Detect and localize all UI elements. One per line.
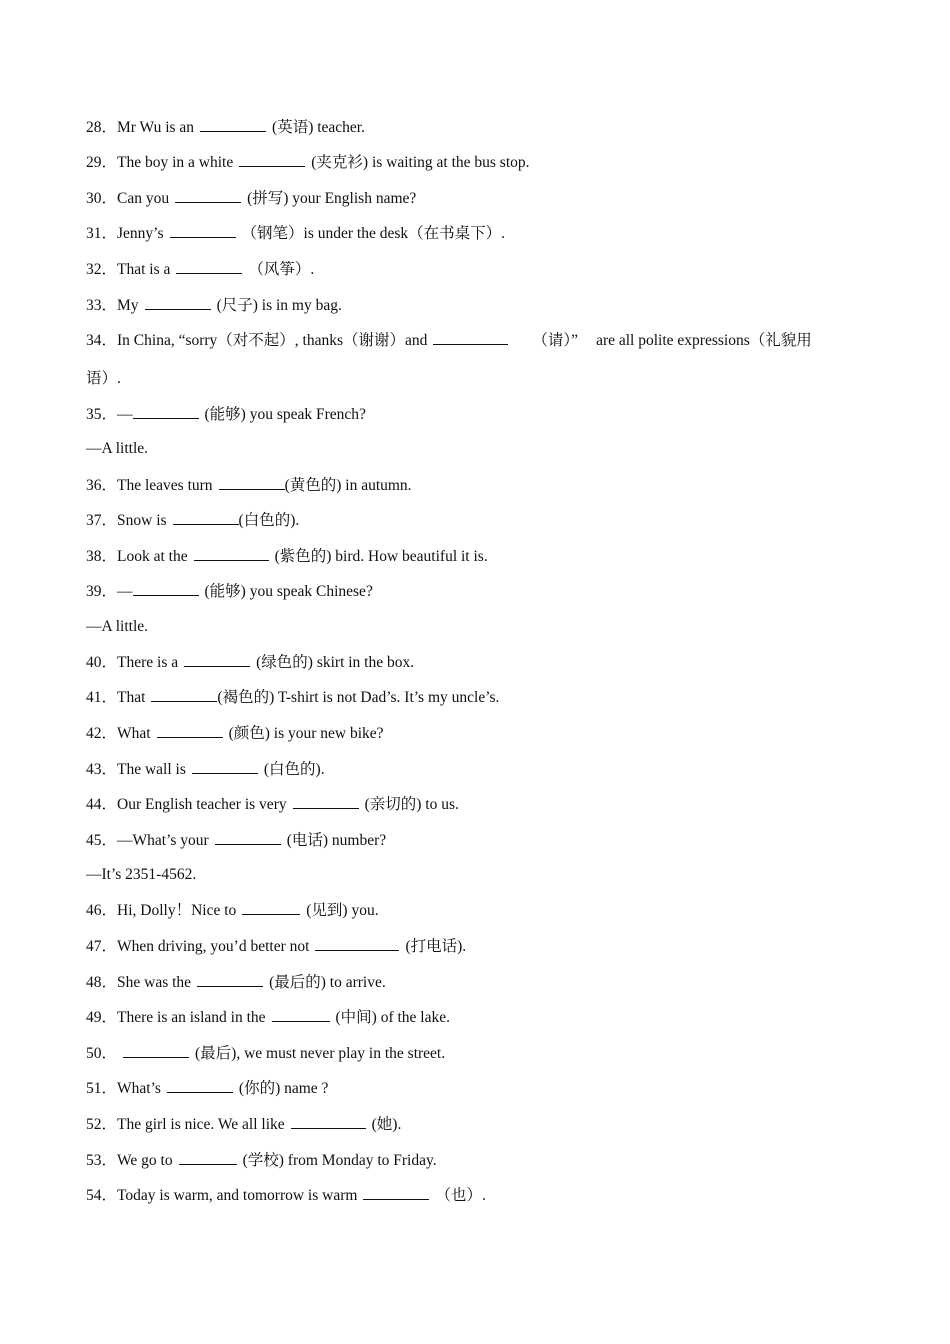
question-text: Hi, Dolly！Nice to xyxy=(117,902,237,919)
answer-blank[interactable] xyxy=(200,117,266,132)
question-51 xyxy=(86,1078,890,1099)
question-hint: (能够) you speak French? xyxy=(204,406,366,423)
question-text: Mr Wu is an xyxy=(117,119,195,136)
question-hint: （钢笔）is under the desk（在书桌下）. xyxy=(241,225,505,242)
dialogue-answer: —A little. xyxy=(86,440,148,457)
answer-blank[interactable] xyxy=(173,510,239,525)
answer-blank[interactable] xyxy=(242,900,300,915)
question-number: 46． xyxy=(86,902,118,919)
question-hint: (你的) name ? xyxy=(238,1080,329,1097)
question-hint: (亲切的) to us. xyxy=(364,796,459,813)
answer-blank[interactable] xyxy=(179,1150,237,1165)
question-29 xyxy=(86,152,890,173)
question-text: That xyxy=(117,689,146,706)
question-30 xyxy=(86,188,890,209)
question-number: 37． xyxy=(86,512,118,529)
question-34 xyxy=(86,330,890,351)
question-hint: (白色的). xyxy=(263,761,325,778)
answer-blank[interactable] xyxy=(194,546,269,561)
question-34-continuation xyxy=(86,369,890,389)
answer-45 xyxy=(86,865,890,885)
question-hint: (打电话). xyxy=(405,938,467,955)
question-40 xyxy=(86,652,890,673)
question-number: 49． xyxy=(86,1009,118,1026)
question-49 xyxy=(86,1007,890,1028)
question-31 xyxy=(86,223,890,244)
question-28 xyxy=(86,117,890,138)
question-54 xyxy=(86,1185,890,1206)
question-hint: (最后的) to arrive. xyxy=(269,974,386,991)
question-text: Our English teacher is very xyxy=(117,796,287,813)
question-42 xyxy=(86,723,890,744)
question-number: 51． xyxy=(86,1080,118,1097)
question-number: 45． xyxy=(86,832,118,849)
answer-blank[interactable] xyxy=(176,259,242,274)
question-50 xyxy=(86,1043,890,1064)
answer-blank[interactable] xyxy=(215,830,281,845)
question-number: 40． xyxy=(86,654,118,671)
question-hint: (最后), we must never play in the street. xyxy=(195,1045,446,1062)
question-number: 54． xyxy=(86,1187,118,1204)
answer-blank[interactable] xyxy=(133,581,199,596)
answer-blank[interactable] xyxy=(123,1043,189,1058)
question-41 xyxy=(86,687,890,708)
question-text: The girl is nice. We all like xyxy=(117,1116,285,1133)
question-text: We go to xyxy=(117,1152,173,1169)
question-number: 44． xyxy=(86,796,118,813)
question-hint: （请）” xyxy=(532,332,579,349)
question-number: 42． xyxy=(86,725,118,742)
question-hint: (白色的). xyxy=(238,512,300,529)
question-hint: (绿色的) skirt in the box. xyxy=(256,654,415,671)
question-text: The wall is xyxy=(117,761,186,778)
answer-blank[interactable] xyxy=(167,1078,233,1093)
question-text-tail: are all polite expressions（礼貌用 xyxy=(596,332,812,349)
question-text: In China, “sorry（对不起）, thanks（谢谢）and xyxy=(117,332,428,349)
question-hint: (中间) of the lake. xyxy=(335,1009,451,1026)
question-text: —What’s your xyxy=(117,832,209,849)
question-number: 47． xyxy=(86,938,118,955)
question-number: 39． xyxy=(86,583,118,600)
answer-blank[interactable] xyxy=(315,936,399,951)
answer-blank[interactable] xyxy=(363,1185,429,1200)
answer-blank[interactable] xyxy=(197,972,263,987)
answer-blank[interactable] xyxy=(145,295,211,310)
question-text: What xyxy=(117,725,151,742)
question-39 xyxy=(86,581,890,602)
question-text: — xyxy=(117,583,133,600)
question-number: 43． xyxy=(86,761,118,778)
answer-blank[interactable] xyxy=(170,223,236,238)
question-number: 48． xyxy=(86,974,118,991)
question-text: When driving, you’d better not xyxy=(117,938,310,955)
question-53 xyxy=(86,1150,890,1171)
question-text-cont: 语）. xyxy=(86,370,121,387)
question-text: There is a xyxy=(117,654,179,671)
question-hint: (颜色) is your new bike? xyxy=(228,725,384,742)
answer-blank[interactable] xyxy=(433,330,508,345)
question-text: — xyxy=(117,406,133,423)
question-text: My xyxy=(117,297,139,314)
question-43 xyxy=(86,759,890,780)
question-text: She was the xyxy=(117,974,192,991)
question-33 xyxy=(86,295,890,316)
dialogue-answer: —A little. xyxy=(86,618,148,635)
answer-35 xyxy=(86,439,890,459)
question-hint: (紫色的) bird. How beautiful it is. xyxy=(274,548,488,565)
answer-blank[interactable] xyxy=(133,404,199,419)
question-hint: (她). xyxy=(371,1116,402,1133)
question-text: Snow is xyxy=(117,512,167,529)
question-text: What’s xyxy=(117,1080,161,1097)
question-hint: （风筝）. xyxy=(248,261,315,278)
question-number: 34． xyxy=(86,332,118,349)
question-hint: (尺子) is in my bag. xyxy=(216,297,342,314)
question-number: 33． xyxy=(86,297,118,314)
question-text: The boy in a white xyxy=(117,154,234,171)
dialogue-answer: —It’s 2351-4562. xyxy=(86,866,197,883)
question-32 xyxy=(86,259,890,280)
question-38 xyxy=(86,546,890,567)
question-48 xyxy=(86,972,890,993)
question-number: 30． xyxy=(86,190,118,207)
answer-blank[interactable] xyxy=(175,188,241,203)
question-number: 36． xyxy=(86,477,118,494)
question-number: 35． xyxy=(86,406,118,423)
question-36 xyxy=(86,475,890,496)
question-hint: (见到) you. xyxy=(306,902,379,919)
question-number: 52． xyxy=(86,1116,118,1133)
question-hint: (黄色的) in autumn. xyxy=(284,477,412,494)
question-number: 32． xyxy=(86,261,118,278)
question-hint: （也）. xyxy=(435,1187,486,1204)
answer-blank[interactable] xyxy=(291,1114,366,1129)
answer-blank[interactable] xyxy=(219,475,285,490)
question-hint: (电话) number? xyxy=(286,832,387,849)
question-text: That is a xyxy=(117,261,171,278)
question-number: 53． xyxy=(86,1152,118,1169)
question-hint: (能够) you speak Chinese? xyxy=(204,583,373,600)
answer-blank[interactable] xyxy=(293,794,359,809)
question-35 xyxy=(86,404,890,425)
question-text: Look at the xyxy=(117,548,188,565)
answer-blank[interactable] xyxy=(157,723,223,738)
question-number: 29． xyxy=(86,154,118,171)
answer-blank[interactable] xyxy=(272,1007,330,1022)
question-text: The leaves turn xyxy=(117,477,213,494)
answer-39 xyxy=(86,617,890,637)
question-text: Jenny’s xyxy=(117,225,164,242)
answer-blank[interactable] xyxy=(239,152,305,167)
question-44 xyxy=(86,794,890,815)
question-number: 31． xyxy=(86,225,118,242)
question-47 xyxy=(86,936,890,957)
question-hint: (拼写) your English name? xyxy=(247,190,417,207)
question-hint: (学校) from Monday to Friday. xyxy=(242,1152,437,1169)
question-text: Can you xyxy=(117,190,170,207)
question-number: 38． xyxy=(86,548,118,565)
question-hint: (褐色的) T-shirt is not Dad’s. It’s my uncle’s. xyxy=(217,689,500,706)
answer-blank[interactable] xyxy=(151,687,217,702)
question-45 xyxy=(86,830,890,851)
question-text: There is an island in the xyxy=(117,1009,266,1026)
question-37 xyxy=(86,510,890,531)
question-number: 41． xyxy=(86,689,118,706)
question-46 xyxy=(86,900,890,921)
question-text: Today is warm, and tomorrow is warm xyxy=(117,1187,358,1204)
question-hint: (夹克衫) is waiting at the bus stop. xyxy=(311,154,530,171)
answer-blank[interactable] xyxy=(184,652,250,667)
question-number: 28． xyxy=(86,119,118,136)
question-number: 50． xyxy=(86,1045,118,1062)
answer-blank[interactable] xyxy=(192,759,258,774)
question-52 xyxy=(86,1114,890,1135)
question-hint: (英语) teacher. xyxy=(272,119,365,136)
